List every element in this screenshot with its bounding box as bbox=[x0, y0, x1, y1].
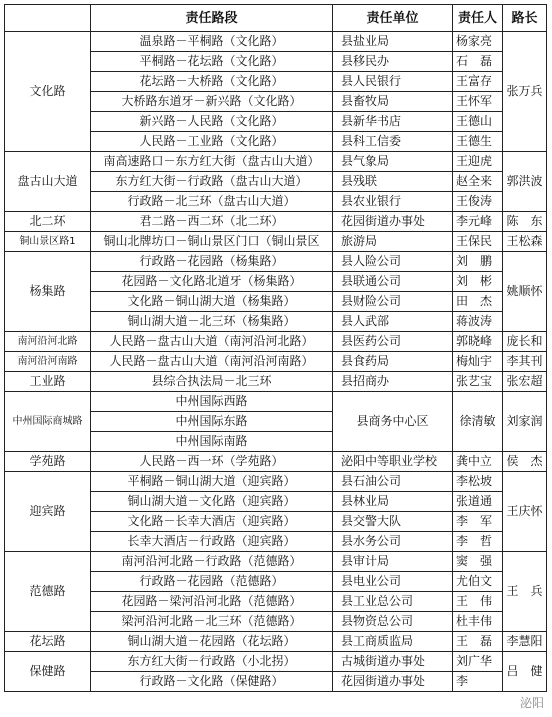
segment-cell: 东方红大街－行政路（小北拐） bbox=[91, 652, 333, 672]
road-name-cell: 迎宾路 bbox=[5, 472, 91, 552]
unit-cell: 县工业总公司 bbox=[333, 592, 453, 612]
road-name-cell: 学苑路 bbox=[5, 452, 91, 472]
header-segment: 责任路段 bbox=[91, 5, 333, 32]
unit-cell: 县审计局 bbox=[333, 552, 453, 572]
segment-cell: 中州国际西路 bbox=[91, 392, 333, 412]
unit-cell: 县财险公司 bbox=[333, 292, 453, 312]
segment-cell: 人民路－工业路（文化路） bbox=[91, 132, 333, 152]
unit-cell: 县食药局 bbox=[333, 352, 453, 372]
person-cell: 李 军 bbox=[453, 512, 503, 532]
segment-cell: 温泉路－平桐路（文化路） bbox=[91, 32, 333, 52]
table-row bbox=[5, 352, 547, 372]
unit-cell: 花园街道办事处 bbox=[333, 212, 453, 232]
segment-cell: 花坛路－大桥路（文化路） bbox=[91, 72, 333, 92]
leader-cell: 张宏超 bbox=[503, 372, 547, 392]
unit-cell: 县残联 bbox=[333, 172, 453, 192]
unit-cell: 县移民办 bbox=[333, 52, 453, 72]
person-cell: 王怀军 bbox=[453, 92, 503, 112]
table-row bbox=[5, 232, 547, 252]
unit-cell: 县交警大队 bbox=[333, 512, 453, 532]
segment-cell: 中州国际南路 bbox=[91, 432, 333, 452]
table-row bbox=[5, 472, 547, 492]
responsibility-table bbox=[4, 4, 547, 692]
person-cell: 王俊涛 bbox=[453, 192, 503, 212]
road-name-cell: 杨集路 bbox=[5, 252, 91, 332]
segment-cell: 铜山北牌坊口－铜山景区门口（铜山景区 bbox=[91, 232, 333, 252]
leader-cell: 侯 杰 bbox=[503, 452, 547, 472]
person-cell: 王德山 bbox=[453, 112, 503, 132]
segment-cell: 花园路－文化路北道牙（杨集路） bbox=[91, 272, 333, 292]
segment-cell: 君二路－西二环（北二环） bbox=[91, 212, 333, 232]
table-row bbox=[5, 212, 547, 232]
watermark: 泌阳 bbox=[519, 696, 544, 710]
leader-cell: 李慧阳 bbox=[503, 632, 547, 652]
person-cell: 张道通 bbox=[453, 492, 503, 512]
person-cell: 王保民 bbox=[453, 232, 503, 252]
person-cell: 田 杰 bbox=[453, 292, 503, 312]
segment-cell: 人民路－西一环（学苑路） bbox=[91, 452, 333, 472]
segment-cell: 人民路－盘古山大道（南河沿河南路） bbox=[91, 352, 333, 372]
segment-cell: 行政路－北三环（盘古山大道） bbox=[91, 192, 333, 212]
person-cell: 李 bbox=[453, 672, 503, 692]
unit-cell: 县人武部 bbox=[333, 312, 453, 332]
leader-cell: 王松森 bbox=[503, 232, 547, 252]
unit-cell: 县工商质监局 bbox=[333, 632, 453, 652]
unit-cell: 花园街道办事处 bbox=[333, 672, 453, 692]
leader-cell: 李其刊 bbox=[503, 352, 547, 372]
person-cell: 杜丰伟 bbox=[453, 612, 503, 632]
person-cell: 蒋波涛 bbox=[453, 312, 503, 332]
person-cell: 龚中立 bbox=[453, 452, 503, 472]
segment-cell: 县综合执法局－北三环 bbox=[91, 372, 333, 392]
table-row bbox=[5, 252, 547, 272]
person-cell: 王迎虎 bbox=[453, 152, 503, 172]
unit-cell: 县电业公司 bbox=[333, 572, 453, 592]
table-row bbox=[5, 372, 547, 392]
table-body bbox=[5, 32, 547, 692]
unit-cell: 泌阳中等职业学校 bbox=[333, 452, 453, 472]
road-name-cell: 文化路 bbox=[5, 32, 91, 152]
road-name-cell: 中州国际商城路 bbox=[5, 392, 91, 452]
leader-cell: 陈 东 bbox=[503, 212, 547, 232]
road-name-cell: 南河沿河北路 bbox=[5, 332, 91, 352]
road-name-cell: 盘古山大道 bbox=[5, 152, 91, 212]
unit-cell: 县农业银行 bbox=[333, 192, 453, 212]
table-row bbox=[5, 332, 547, 352]
unit-cell: 县人民银行 bbox=[333, 72, 453, 92]
unit-cell: 县气象局 bbox=[333, 152, 453, 172]
segment-cell: 花园路－梁河沿河北路（范德路） bbox=[91, 592, 333, 612]
person-cell: 梅灿宇 bbox=[453, 352, 503, 372]
person-cell: 王德生 bbox=[453, 132, 503, 152]
table-row bbox=[5, 552, 547, 572]
table-row bbox=[5, 152, 547, 172]
header-unit: 责任单位 bbox=[333, 5, 453, 32]
person-cell: 王 磊 bbox=[453, 632, 503, 652]
road-name-cell: 花坛路 bbox=[5, 632, 91, 652]
segment-cell: 大桥路东道牙－新兴路（文化路） bbox=[91, 92, 333, 112]
segment-cell: 南河沿河北路－行政路（范德路） bbox=[91, 552, 333, 572]
person-cell: 石 磊 bbox=[453, 52, 503, 72]
segment-cell: 铜山湖大道－文化路（迎宾路） bbox=[91, 492, 333, 512]
person-cell: 刘 鹏 bbox=[453, 252, 503, 272]
leader-cell: 王庆怀 bbox=[503, 472, 547, 552]
person-cell: 赵全来 bbox=[453, 172, 503, 192]
segment-cell: 行政路－花园路（杨集路） bbox=[91, 252, 333, 272]
segment-cell: 中州国际东路 bbox=[91, 412, 333, 432]
unit-cell: 古城街道办事处 bbox=[333, 652, 453, 672]
road-name-cell: 保健路 bbox=[5, 652, 91, 692]
table-row bbox=[5, 32, 547, 52]
unit-cell: 县医药公司 bbox=[333, 332, 453, 352]
person-cell: 李 哲 bbox=[453, 532, 503, 552]
segment-cell: 文化路－长幸大酒店（迎宾路） bbox=[91, 512, 333, 532]
unit-cell: 县科工信委 bbox=[333, 132, 453, 152]
leader-cell: 张万兵 bbox=[503, 32, 547, 152]
leader-cell: 姚顺怀 bbox=[503, 252, 547, 332]
person-cell: 杨家亮 bbox=[453, 32, 503, 52]
segment-cell: 南高速路口－东方红大街（盘古山大道） bbox=[91, 152, 333, 172]
person-cell: 窦 强 bbox=[453, 552, 503, 572]
table-row bbox=[5, 652, 547, 672]
unit-cell: 县畜牧局 bbox=[333, 92, 453, 112]
header-road bbox=[5, 5, 91, 32]
person-cell: 王 伟 bbox=[453, 592, 503, 612]
unit-cell: 县招商办 bbox=[333, 372, 453, 392]
person-cell: 李松坡 bbox=[453, 472, 503, 492]
leader-cell: 郭洪波 bbox=[503, 152, 547, 212]
leader-cell: 王 兵 bbox=[503, 552, 547, 632]
road-name-cell: 北二环 bbox=[5, 212, 91, 232]
unit-cell: 县石油公司 bbox=[333, 472, 453, 492]
person-cell: 徐清敏 bbox=[453, 392, 503, 452]
segment-cell: 平桐路－花坛路（文化路） bbox=[91, 52, 333, 72]
unit-cell: 县盐业局 bbox=[333, 32, 453, 52]
table-row bbox=[5, 452, 547, 472]
leader-cell: 吕 健 bbox=[503, 652, 547, 692]
segment-cell: 行政路－文化路（保健路） bbox=[91, 672, 333, 692]
unit-cell: 县联通公司 bbox=[333, 272, 453, 292]
unit-cell: 县人险公司 bbox=[333, 252, 453, 272]
person-cell: 尤伯文 bbox=[453, 572, 503, 592]
segment-cell: 新兴路－人民路（文化路） bbox=[91, 112, 333, 132]
unit-cell: 县林业局 bbox=[333, 492, 453, 512]
segment-cell: 东方红大街－行政路（盘古山大道） bbox=[91, 172, 333, 192]
unit-cell: 县商务中心区 bbox=[333, 392, 453, 452]
road-name-cell: 铜山景区路1 bbox=[5, 232, 91, 252]
person-cell: 张艺宝 bbox=[453, 372, 503, 392]
header-person: 责任人 bbox=[453, 5, 503, 32]
unit-cell: 县新华书店 bbox=[333, 112, 453, 132]
unit-cell: 县物资总公司 bbox=[333, 612, 453, 632]
person-cell: 王富存 bbox=[453, 72, 503, 92]
road-name-cell: 南河沿河南路 bbox=[5, 352, 91, 372]
segment-cell: 铜山湖大道－北三环（杨集路） bbox=[91, 312, 333, 332]
person-cell: 郭晓峰 bbox=[453, 332, 503, 352]
segment-cell: 平桐路－铜山湖大道（迎宾路） bbox=[91, 472, 333, 492]
person-cell: 刘 彬 bbox=[453, 272, 503, 292]
segment-cell: 长幸大酒店－行政路（迎宾路） bbox=[91, 532, 333, 552]
table-row bbox=[5, 392, 547, 412]
header-leader: 路长 bbox=[503, 5, 547, 32]
segment-cell: 铜山湖大道－花园路（花坛路） bbox=[91, 632, 333, 652]
person-cell: 李元峰 bbox=[453, 212, 503, 232]
table-row bbox=[5, 632, 547, 652]
unit-cell: 县水务公司 bbox=[333, 532, 453, 552]
road-name-cell: 工业路 bbox=[5, 372, 91, 392]
segment-cell: 文化路－铜山湖大道（杨集路） bbox=[91, 292, 333, 312]
leader-cell: 庞长和 bbox=[503, 332, 547, 352]
segment-cell: 行政路－花园路（范德路） bbox=[91, 572, 333, 592]
road-name-cell: 范德路 bbox=[5, 552, 91, 632]
unit-cell: 旅游局 bbox=[333, 232, 453, 252]
segment-cell: 人民路－盘古山大道（南河沿河北路） bbox=[91, 332, 333, 352]
leader-cell: 刘家润 bbox=[503, 392, 547, 452]
person-cell: 刘广华 bbox=[453, 652, 503, 672]
segment-cell: 梁河沿河北路－北三环（范德路） bbox=[91, 612, 333, 632]
header-row bbox=[5, 5, 547, 32]
